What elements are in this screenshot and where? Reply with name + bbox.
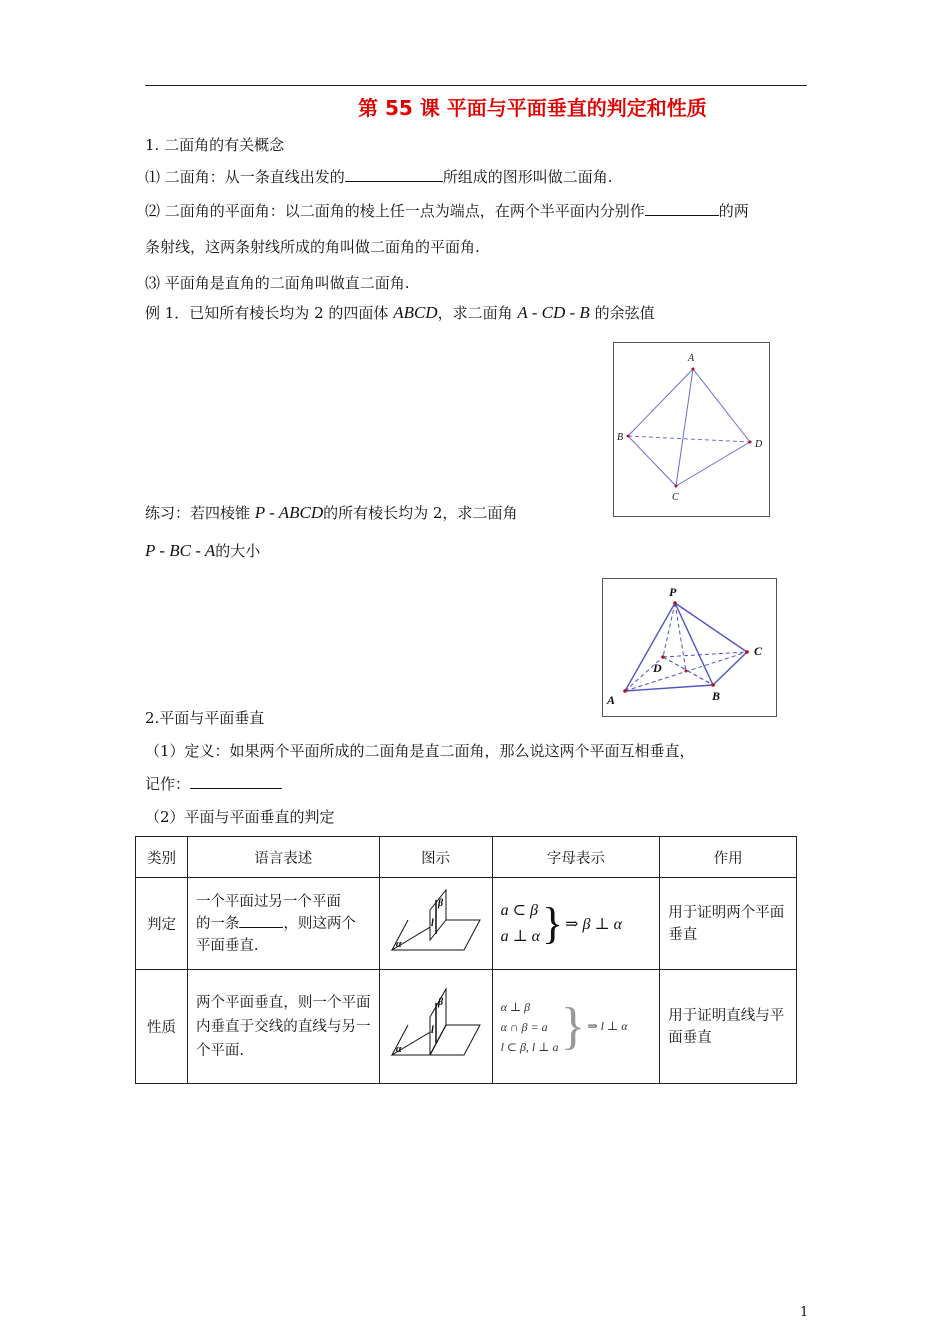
practice-text-cont	[145, 540, 260, 561]
formula-cond: α ⊥ β	[500, 999, 531, 1014]
formula-cond: a ⊥ α	[500, 927, 541, 945]
item2-suffix: 的两	[718, 202, 749, 220]
fill-blank[interactable]	[345, 166, 443, 182]
example1-mid: ，求二面角	[437, 304, 513, 322]
formula	[501, 997, 652, 1057]
table-row	[136, 970, 797, 1084]
label-a: A	[607, 693, 616, 707]
l-label: l	[430, 917, 434, 929]
section2-definition: （1）定义：如果两个平面所成的二面角是直二面角，那么说这两个平面互相垂直，	[145, 742, 695, 760]
practice-prefix: 练习：若四棱锥	[145, 504, 251, 522]
alpha-label: α	[395, 938, 402, 950]
table-row	[136, 878, 797, 970]
header-cell: 图示	[379, 837, 492, 878]
section2-notation	[145, 773, 282, 794]
label-c: C	[754, 644, 763, 658]
fill-blank[interactable]	[239, 913, 283, 928]
table-header-row	[136, 837, 797, 878]
item1-suffix: 所组成的图形叫做二面角.	[442, 168, 613, 186]
label-d: D	[755, 439, 763, 450]
label-p: P	[669, 585, 677, 599]
header-cell: 语言表述	[187, 837, 379, 878]
header-cell: 类别	[136, 837, 188, 878]
tetrahedron-figure	[613, 342, 770, 517]
brace-icon: }	[542, 898, 564, 948]
desc-prefix: 的一条	[195, 915, 240, 932]
edge-ab	[628, 369, 693, 436]
edge-ad	[693, 369, 750, 442]
practice-text	[145, 502, 517, 523]
edge-cd	[676, 442, 750, 486]
formula-cond: α ∩ β = a	[500, 1019, 548, 1034]
beta-label: β	[437, 897, 443, 909]
formula-cell	[492, 970, 660, 1084]
base-diag	[663, 657, 713, 685]
header-rule	[145, 85, 807, 86]
pyramid-figure	[602, 578, 777, 717]
description-cell	[187, 970, 379, 1084]
practice-solid: P - ABCD	[254, 503, 324, 522]
figure-cell	[379, 878, 492, 970]
usage-cell: 用于证明直线与平面垂直	[660, 970, 797, 1084]
fill-blank[interactable]	[645, 200, 719, 216]
section1-item1	[145, 166, 613, 187]
edge-bd-hidden	[628, 436, 750, 442]
example1-angle: A - CD - B	[517, 303, 590, 322]
edge-bc	[628, 436, 676, 486]
section1-item2-cont: 条射线，这两条射线所成的角叫做二面角的平面角.	[145, 238, 480, 256]
practice-suffix: 的大小	[215, 542, 261, 560]
plane-judgement-figure	[388, 884, 484, 960]
label-c: C	[672, 492, 679, 503]
edge-pd-hidden	[663, 603, 675, 657]
practice-angle: P - BC - A	[145, 541, 216, 560]
formula-cell	[492, 878, 660, 970]
section2-sub2: （2）平面与平面垂直的判定	[145, 808, 335, 826]
height-hidden	[675, 603, 686, 671]
formula-cond: a ⊂ β	[500, 901, 538, 919]
label-b: B	[712, 689, 721, 703]
brace-icon: }	[560, 997, 586, 1055]
category-cell: 判定	[136, 878, 188, 970]
example1-text	[145, 302, 655, 323]
desc-suffix: ，则这两个	[283, 915, 356, 932]
desc-line: 平面垂直.	[195, 937, 259, 954]
item1-prefix: ⑴ 二面角：从一条直线出发的	[145, 168, 345, 186]
perpendicular-planes-table	[135, 836, 797, 1084]
label-d: D	[653, 661, 662, 675]
formula-result: ⇒ l ⊥ α	[587, 1019, 628, 1033]
beta-label: β	[437, 996, 443, 1008]
example1-prefix: 例 1．已知所有棱长均为 2 的四面体	[145, 304, 389, 322]
page-number: 1	[800, 1305, 809, 1320]
page-title: 第 55 课 平面与平面垂直的判定和性质	[358, 96, 707, 120]
label-b: B	[617, 432, 624, 443]
notation-label: 记作：	[145, 775, 191, 793]
section1-item3: ⑶ 平面角是直角的二面角叫做直二面角.	[145, 274, 410, 292]
tetrahedron-diagram	[614, 343, 769, 516]
label-a: A	[688, 353, 695, 364]
figure-cell	[379, 970, 492, 1084]
category-cell: 性质	[136, 970, 188, 1084]
formula-cond: l ⊂ β, l ⊥ a	[500, 1039, 559, 1054]
example1-suffix: 的余弦值	[594, 304, 655, 322]
edge-bc	[713, 652, 747, 685]
edge-ac	[676, 369, 693, 486]
section2-heading: 2.平面与平面垂直	[145, 709, 265, 727]
plane-property-figure	[388, 983, 484, 1067]
desc-line: 一个平面过另一个平面	[195, 893, 341, 910]
item2-prefix: ⑵ 二面角的平面角：以二面角的棱上任一点为端点，在两个半平面内分别作	[145, 202, 645, 220]
header-cell: 字母表示	[492, 837, 660, 878]
description-cell	[187, 878, 379, 970]
header-cell: 作用	[660, 837, 797, 878]
section1-item2	[145, 200, 749, 221]
example1-solid: ABCD	[393, 303, 438, 322]
pyramid-diagram	[603, 579, 776, 716]
l-label: l	[430, 1024, 434, 1036]
fill-blank[interactable]	[190, 773, 282, 789]
formula	[501, 898, 652, 950]
usage-cell: 用于证明两个平面垂直	[660, 878, 797, 970]
formula-result: ⇒ β ⊥ α	[565, 915, 622, 933]
section1-heading: 1. 二面角的有关概念	[145, 136, 285, 154]
edge-ab	[625, 685, 713, 691]
practice-mid: 的所有棱长均为 2，求二面角	[323, 504, 518, 522]
desc-text: 两个平面垂直，则一个平面内垂直于交线的直线与另一个平面.	[195, 994, 371, 1059]
alpha-label: α	[395, 1043, 402, 1055]
desc-line	[196, 913, 371, 935]
